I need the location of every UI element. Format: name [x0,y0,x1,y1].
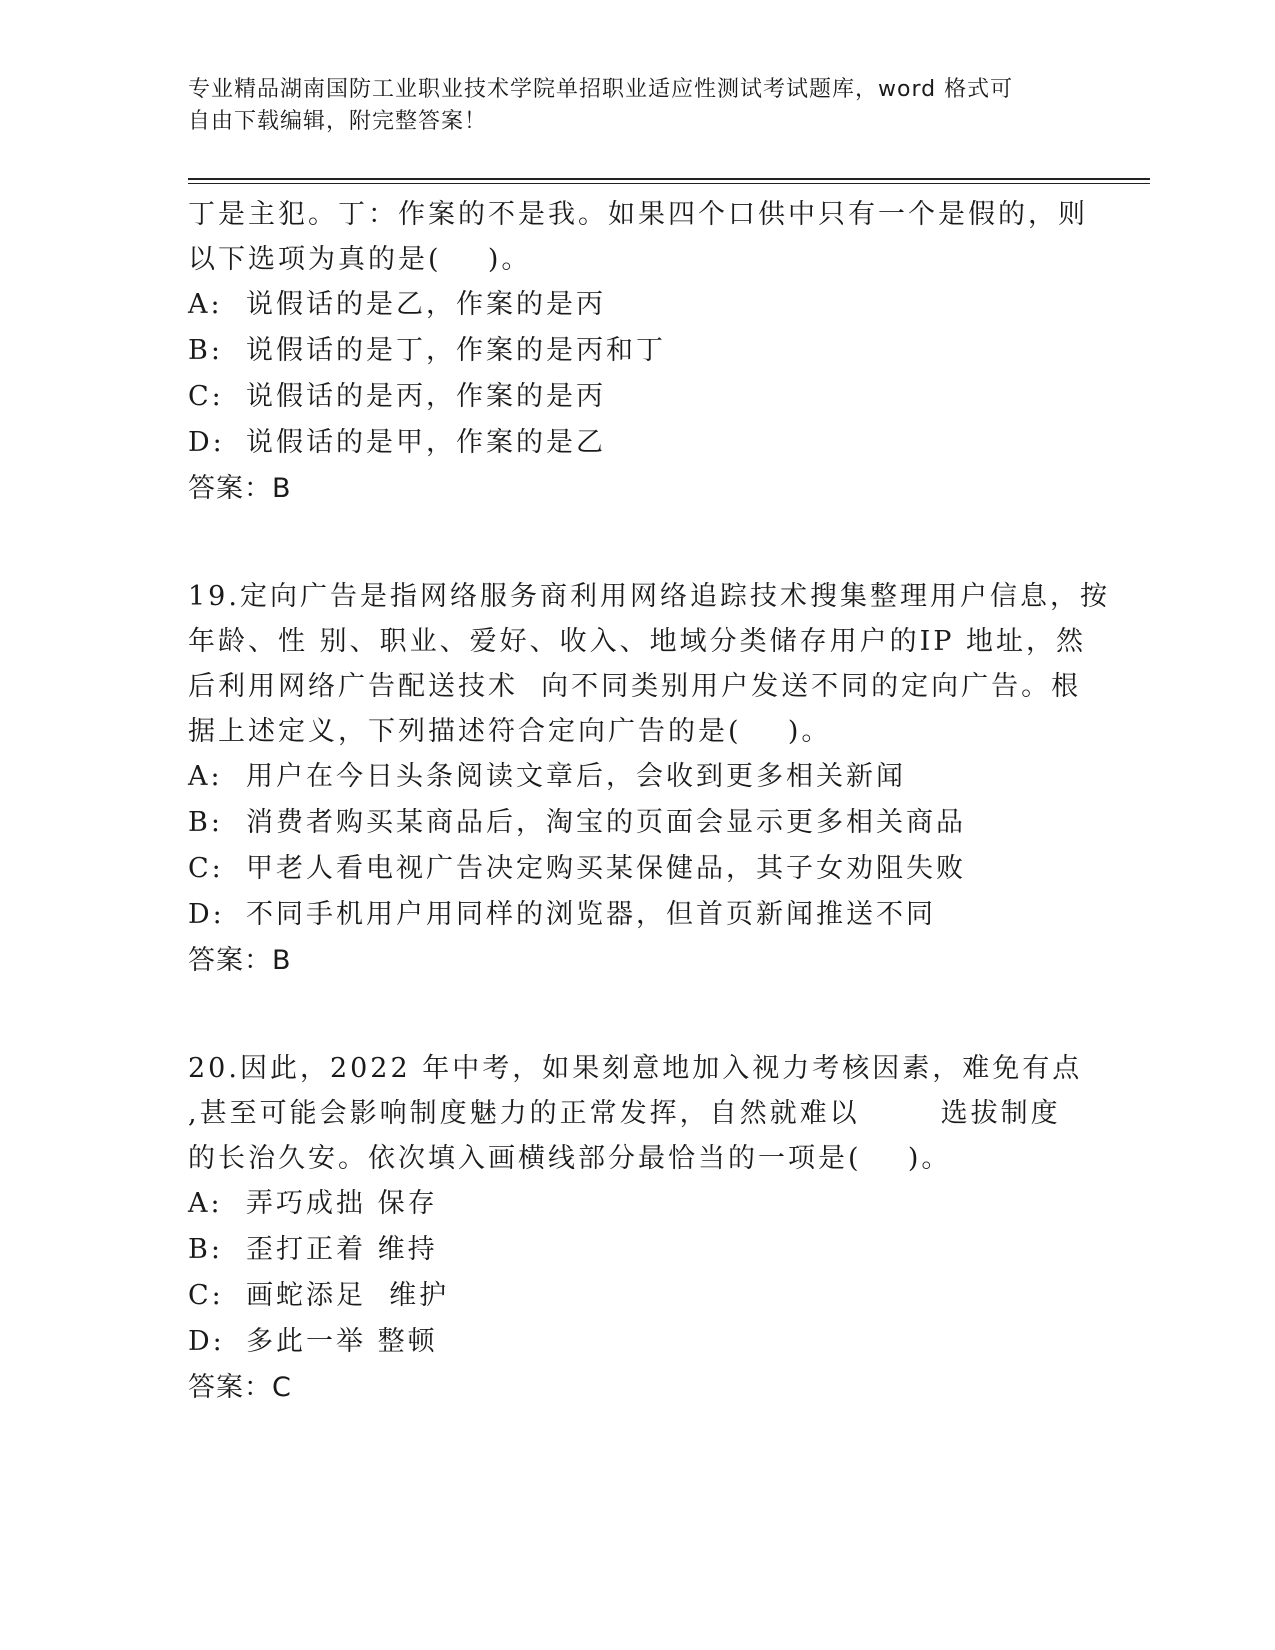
option-key: A: [188,289,223,320]
answer-line: 答案：B [188,473,292,504]
option-text: 弄巧成拙 保存 [246,1188,438,1219]
option-text: 歪打正着 维持 [246,1234,438,1265]
question-text-line: 的长治久安。依次填入画横线部分最恰当的一项是( )。 [188,1143,952,1174]
option-key: B: [188,807,223,838]
option-c [188,1273,1088,1319]
option-d [188,1319,1088,1365]
option-text: 用户在今日头条阅读文章后，会收到更多相关新闻 [246,761,906,792]
option-key: C: [188,1280,224,1311]
option-key: C: [188,853,224,884]
document-body [188,192,1110,1411]
header-divider-thin [188,183,1150,184]
question-text-line: 19.定向广告是指网络服务商利用网络追踪技术搜集整理用户信息，按 [188,581,1110,612]
option-text: 消费者购买某商品后，淘宝的页面会显示更多相关商品 [246,807,966,838]
option-key: D: [188,899,225,930]
option-text: 多此一举 整顿 [246,1326,438,1357]
option-key: D: [188,1326,225,1357]
option-d [188,892,1088,938]
option-key: C: [188,381,224,412]
question-18 [188,192,1088,512]
option-c [188,374,1088,420]
question-20 [188,1046,1088,1411]
option-text: 画蛇添足 维护 [246,1280,450,1311]
header-divider-thick [188,178,1150,180]
option-key: A: [188,761,223,792]
option-a [188,282,1088,328]
question-text-line: 年龄、性 别、职业、爱好、收入、地域分类储存用户的IP 地址，然 [188,626,1086,657]
question-text-line: 以下选项为真的是( )。 [188,244,532,275]
question-text-line: 20.因此，2022 年中考，如果刻意地加入视力考核因素，难免有点 [188,1053,1083,1084]
option-key: D: [188,427,225,458]
option-text: 说假话的是丁，作案的是丙和丁 [246,335,666,366]
option-d [188,420,1088,466]
page-header [188,74,1088,138]
header-line-1: 专业精品湖南国防工业职业技术学院单招职业适应性测试考试题库，word 格式可 [188,77,1014,102]
option-text: 说假话的是丙，作案的是丙 [246,381,606,412]
option-text: 说假话的是乙，作案的是丙 [246,289,606,320]
question-text-line: 丁是主犯。丁：作案的不是我。如果四个口供中只有一个是假的，则 [188,199,1088,230]
option-text: 说假话的是甲，作案的是乙 [246,427,606,458]
option-key: B: [188,335,223,366]
answer-line: 答案：B [188,945,292,976]
header-line-2: 自由下载编辑，附完整答案！ [188,109,488,134]
option-a [188,754,1088,800]
question-text-line: 后利用网络广告配送技术 向不同类别用户发送不同的定向广告。根 [188,671,1082,702]
option-text: 甲老人看电视广告决定购买某保健品，其子女劝阻失败 [246,853,966,884]
option-b [188,800,1088,846]
question-text-line: 据上述定义，下列描述符合定向广告的是( )。 [188,716,832,747]
option-a [188,1181,1088,1227]
question-19 [188,574,1110,984]
option-b [188,328,1088,374]
answer-line: 答案：C [188,1372,292,1403]
option-key: B: [188,1234,223,1265]
option-b [188,1227,1088,1273]
option-text: 不同手机用户用同样的浏览器，但首页新闻推送不同 [246,899,936,930]
option-key: A: [188,1188,223,1219]
option-c [188,846,1088,892]
question-text-line: ,甚至可能会影响制度魅力的正常发挥，自然就难以 选拔制度 [188,1098,1061,1129]
